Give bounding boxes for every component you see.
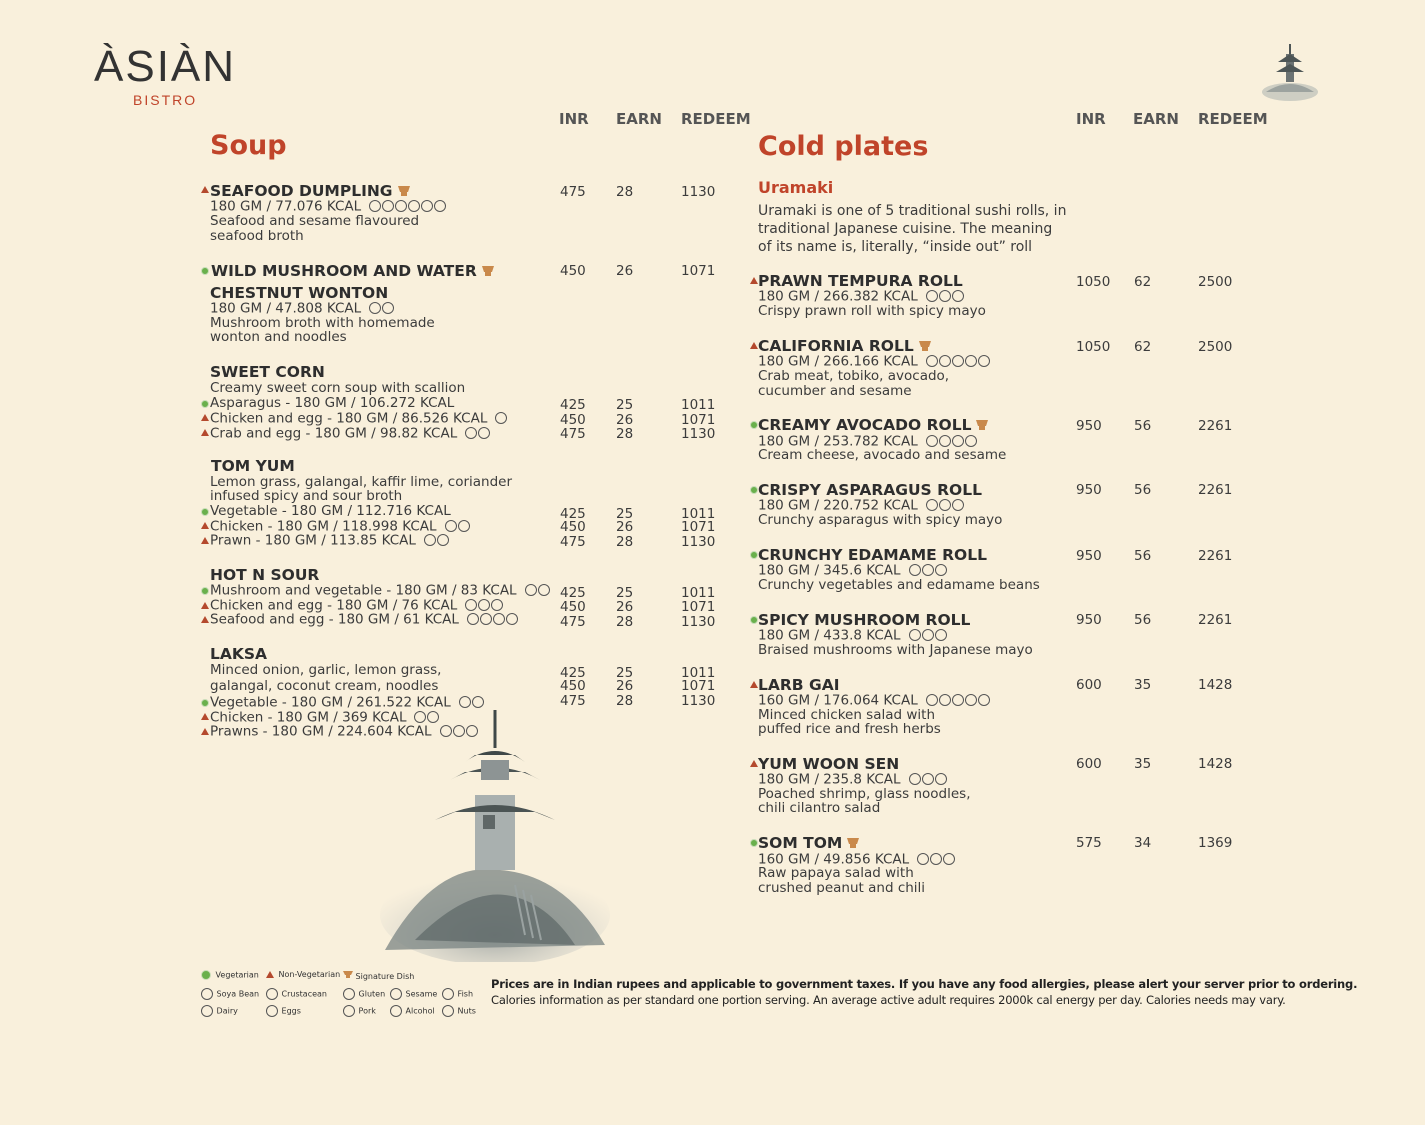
dish-name: SEAFOOD DUMPLING (210, 182, 411, 201)
dish-weight: 180 GM / 253.782 KCAL (758, 434, 978, 450)
price-inr: 475 (560, 426, 586, 442)
price-inr: 425 (560, 665, 586, 681)
allergen-icons (465, 598, 504, 613)
price-earn: 56 (1134, 612, 1152, 628)
signature-dish-icon (918, 338, 932, 356)
price-inr: 1050 (1076, 274, 1111, 290)
dish-weight: 160 GM / 49.856 KCAL (758, 852, 956, 868)
nonveg-icon (750, 681, 758, 688)
dish-desc: wonton and noodles (210, 329, 347, 345)
dish-desc: chili cilantro salad (758, 800, 881, 816)
price-redeem: 2500 (1198, 339, 1233, 355)
dish-variant: Chicken and egg - 180 GM / 86.526 KCAL (210, 411, 508, 427)
allergen-icons (926, 354, 991, 369)
dish-name-cont: CHESTNUT WONTON (210, 284, 389, 302)
alcohol-icon (390, 1005, 402, 1017)
legend-dairy: Dairy (201, 1005, 238, 1017)
allergen-icons (424, 533, 450, 548)
dish-variant: Vegetable - 180 GM / 112.716 KCAL (210, 503, 451, 519)
allergen-icons (926, 693, 991, 708)
dish-weight: 180 GM / 220.752 KCAL (758, 498, 965, 514)
dish-variant: Vegetable - 180 GM / 261.522 KCAL (210, 695, 485, 711)
dish-name: SPICY MUSHROOM ROLL (758, 611, 971, 629)
nonveg-icon (201, 522, 209, 529)
dish-desc: Crunchy vegetables and edamame beans (758, 577, 1040, 593)
price-earn: 28 (616, 614, 634, 630)
section-title-cold-plates: Cold plates (758, 131, 929, 162)
dish-variant: Crab and egg - 180 GM / 98.82 KCAL (210, 426, 491, 442)
price-redeem: 2261 (1198, 612, 1233, 628)
dish-desc: seafood broth (210, 228, 304, 244)
veg-icon (750, 551, 758, 559)
legend-nonveg: Non-Vegetarian (266, 970, 340, 979)
subsection-title-uramaki: Uramaki (758, 178, 834, 197)
section-intro: Uramaki is one of 5 traditional sushi rolls, in (758, 203, 1067, 219)
dish-desc: Seafood and sesame flavoured (210, 213, 420, 229)
price-earn: 62 (1134, 274, 1152, 290)
legend-eggs: Eggs (266, 1005, 301, 1017)
allergen-icons (369, 301, 395, 316)
nonveg-icon (201, 186, 209, 193)
pagoda-illustration-small (1258, 40, 1320, 105)
dish-desc: infused spicy and sour broth (210, 488, 403, 504)
gluten-icon (343, 988, 355, 1000)
dish-weight: 180 GM / 266.382 KCAL (758, 289, 965, 305)
legend-gluten: Gluten (343, 988, 385, 1000)
dish-desc: Creamy sweet corn soup with scallion (210, 380, 466, 396)
price-earn: 35 (1134, 756, 1152, 772)
calorie-note: Calories information as per standard one portion serving. An average active adult requires 2000k cal energy per day. Calories needs may vary. (491, 993, 1286, 1007)
dish-desc: galangal, coconut cream, noodles (210, 678, 439, 694)
nonveg-icon (201, 616, 209, 623)
price-inr: 1050 (1076, 339, 1111, 355)
price-redeem: 2261 (1198, 418, 1233, 434)
dish-name: SWEET CORN (210, 363, 325, 381)
nonveg-icon (750, 342, 758, 349)
veg-icon (750, 616, 758, 624)
dish-desc: Cream cheese, avocado and sesame (758, 447, 1007, 463)
dish-desc: Crab meat, tobiko, avocado, (758, 368, 950, 384)
price-earn: 62 (1134, 339, 1152, 355)
price-inr: 950 (1076, 418, 1102, 434)
price-redeem: 1428 (1198, 756, 1233, 772)
price-inr: 450 (560, 412, 586, 428)
price-inr: 475 (560, 534, 586, 550)
price-redeem: 1071 (681, 599, 716, 615)
veg-icon (750, 421, 758, 429)
dish-name: LARB GAI (758, 676, 840, 694)
allergen-icons (525, 583, 551, 598)
nuts-icon (442, 1005, 454, 1017)
veg-icon (750, 839, 758, 847)
legend-vegetarian: Vegetarian (201, 970, 259, 980)
price-earn: 25 (616, 397, 634, 413)
price-inr: 425 (560, 506, 586, 522)
signature-dish-icon (343, 972, 353, 981)
allergen-icons (909, 772, 948, 787)
dish-desc: Minced onion, garlic, lemon grass, (210, 662, 442, 678)
dish-weight: 180 GM / 47.808 KCAL (210, 301, 395, 317)
price-redeem: 1130 (681, 534, 716, 550)
signature-dish-icon (975, 417, 989, 435)
price-redeem: 2500 (1198, 274, 1233, 290)
dish-name: CREAMY AVOCADO ROLL (758, 416, 989, 435)
veg-icon (201, 267, 209, 275)
nonveg-icon (201, 429, 209, 436)
price-earn: 25 (616, 585, 634, 601)
legend-alcohol: Alcohol (390, 1005, 435, 1017)
price-earn: 35 (1134, 677, 1152, 693)
price-redeem: 1011 (681, 585, 716, 601)
dish-weight: 180 GM / 433.8 KCAL (758, 628, 948, 644)
price-redeem: 1130 (681, 614, 716, 630)
price-inr: 425 (560, 397, 586, 413)
price-inr: 450 (560, 599, 586, 615)
dish-variant: Chicken - 180 GM / 118.998 KCAL (210, 519, 471, 535)
allergen-icons (909, 563, 948, 578)
dairy-icon (201, 1005, 213, 1017)
header-earn: EARN (1133, 110, 1179, 128)
dish-desc: Poached shrimp, glass noodles, (758, 786, 971, 802)
allergen-icons (369, 199, 447, 214)
nonveg-icon (201, 602, 209, 609)
dish-desc: Minced chicken salad with (758, 707, 936, 723)
dish-variant: Mushroom and vegetable - 180 GM / 83 KCAL (210, 583, 551, 599)
header-earn: EARN (616, 110, 662, 128)
price-earn: 28 (616, 184, 634, 200)
dish-name: CRUNCHY EDAMAME ROLL (758, 546, 987, 564)
price-inr: 950 (1076, 612, 1102, 628)
nonveg-icon (201, 537, 209, 544)
allergen-icons (926, 289, 965, 304)
legend-soya: Soya Bean (201, 988, 259, 1000)
dish-weight: 180 GM / 235.8 KCAL (758, 772, 948, 788)
price-inr: 950 (1076, 482, 1102, 498)
brand-logo: ÀSIÀN (94, 42, 237, 91)
veg-icon (750, 486, 758, 494)
price-redeem: 2261 (1198, 482, 1233, 498)
signature-dish-icon (846, 835, 860, 853)
dish-name: HOT N SOUR (210, 566, 320, 584)
header-inr: INR (1076, 110, 1106, 128)
legend-crustacean: Crustacean (266, 988, 327, 1000)
dish-name: LAKSA (210, 645, 268, 663)
allergen-icons (926, 498, 965, 513)
pork-icon (343, 1005, 355, 1017)
dish-desc: Crispy prawn roll with spicy mayo (758, 303, 986, 319)
price-inr: 575 (1076, 835, 1102, 851)
header-redeem: REDEEM (1198, 110, 1268, 128)
veg-icon (201, 400, 209, 408)
legend-fish: Fish (442, 988, 473, 1000)
dish-variant: Chicken - 180 GM / 369 KCAL (210, 710, 440, 726)
header-redeem: REDEEM (681, 110, 751, 128)
veg-icon (201, 587, 209, 595)
price-redeem: 1011 (681, 665, 716, 681)
price-earn: 25 (616, 506, 634, 522)
dish-desc: cucumber and sesame (758, 383, 912, 399)
dish-desc: puffed rice and fresh herbs (758, 721, 941, 737)
dish-desc: crushed peanut and chili (758, 880, 926, 896)
price-earn: 28 (616, 534, 634, 550)
price-inr: 600 (1076, 677, 1102, 693)
nonveg-icon (750, 760, 758, 767)
dish-weight: 180 GM / 266.166 KCAL (758, 354, 991, 370)
price-earn: 26 (616, 678, 634, 694)
brand-sub: BISTRO (133, 92, 198, 108)
price-inr: 450 (560, 678, 586, 694)
price-earn: 25 (616, 665, 634, 681)
signature-dish-icon (481, 263, 495, 281)
price-redeem: 1130 (681, 426, 716, 442)
section-title-soup: Soup (210, 130, 287, 161)
allergen-icons (909, 628, 948, 643)
dish-name: PRAWN TEMPURA ROLL (758, 272, 963, 290)
allergen-icons (465, 426, 491, 441)
price-redeem: 1369 (1198, 835, 1233, 851)
price-inr: 950 (1076, 548, 1102, 564)
dish-variant: Seafood and egg - 180 GM / 61 KCAL (210, 612, 519, 628)
legend-signature: Signature Dish (343, 969, 414, 981)
dish-desc: Raw papaya salad with (758, 865, 914, 881)
dish-name: TOM YUM (211, 457, 295, 475)
price-inr: 475 (560, 693, 586, 709)
price-redeem: 1071 (681, 412, 716, 428)
section-intro: of its name is, literally, “inside out” roll (758, 239, 1033, 255)
nonveg-icon (201, 728, 209, 735)
price-earn: 28 (616, 426, 634, 442)
price-redeem: 1130 (681, 184, 716, 200)
price-inr: 475 (560, 184, 586, 200)
price-redeem: 1071 (681, 263, 716, 279)
price-redeem: 1130 (681, 693, 716, 709)
dish-name: SOM TOM (758, 834, 860, 853)
dish-desc: Mushroom broth with homemade (210, 315, 435, 331)
soya-bean-icon (201, 988, 213, 1000)
price-earn: 28 (616, 693, 634, 709)
dish-name: YUM WOON SEN (758, 755, 900, 773)
nonveg-icon (201, 713, 209, 720)
price-inr: 475 (560, 614, 586, 630)
crustacean-icon (266, 988, 278, 1000)
sesame-icon (390, 988, 402, 1000)
nonveg-icon (266, 971, 274, 978)
header-inr: INR (559, 110, 589, 128)
dish-variant: Prawn - 180 GM / 113.85 KCAL (210, 533, 450, 549)
price-redeem: 1428 (1198, 677, 1233, 693)
price-earn: 56 (1134, 482, 1152, 498)
section-intro: traditional Japanese cuisine. The meaning (758, 221, 1053, 237)
dish-variant: Prawns - 180 GM / 224.604 KCAL (210, 724, 479, 740)
dish-variant: Asparagus - 180 GM / 106.272 KCAL (210, 395, 455, 411)
dish-name: CRISPY ASPARAGUS ROLL (758, 481, 982, 499)
price-redeem: 1011 (681, 397, 716, 413)
dish-name: CALIFORNIA ROLL (758, 337, 932, 356)
dish-weight: 180 GM / 345.6 KCAL (758, 563, 948, 579)
dish-desc: Lemon grass, galangal, kaffir lime, coriander (210, 474, 513, 490)
nonveg-icon (750, 277, 758, 284)
price-earn: 26 (616, 263, 634, 279)
fish-icon (442, 988, 454, 1000)
price-inr: 450 (560, 263, 586, 279)
allergen-icons (467, 612, 519, 627)
signature-dish-icon (397, 183, 411, 201)
eggs-icon (266, 1005, 278, 1017)
veg-icon (201, 970, 211, 980)
allergen-icons (495, 411, 508, 426)
price-inr: 425 (560, 585, 586, 601)
price-earn: 26 (616, 599, 634, 615)
price-redeem: 2261 (1198, 548, 1233, 564)
dish-desc: Braised mushrooms with Japanese mayo (758, 642, 1033, 658)
price-earn: 26 (616, 519, 634, 535)
veg-icon (201, 699, 209, 707)
dish-weight: 180 GM / 77.076 KCAL (210, 199, 447, 215)
price-redeem: 1071 (681, 678, 716, 694)
legend-nuts: Nuts (442, 1005, 476, 1017)
price-inr: 600 (1076, 756, 1102, 772)
price-earn: 56 (1134, 418, 1152, 434)
dish-name: WILD MUSHROOM AND WATER (211, 262, 495, 281)
price-redeem: 1071 (681, 519, 716, 535)
price-earn: 26 (616, 412, 634, 428)
legend-sesame: Sesame (390, 988, 437, 1000)
price-earn: 56 (1134, 548, 1152, 564)
pagoda-illustration (375, 700, 615, 962)
veg-icon (201, 508, 209, 516)
price-redeem: 1011 (681, 506, 716, 522)
allergen-icons (917, 852, 956, 867)
dish-variant: Chicken and egg - 180 GM / 76 KCAL (210, 598, 504, 614)
dish-weight: 160 GM / 176.064 KCAL (758, 693, 991, 709)
allergen-icons (445, 519, 471, 534)
dish-desc: Crunchy asparagus with spicy mayo (758, 512, 1003, 528)
price-earn: 34 (1134, 835, 1152, 851)
nonveg-icon (201, 414, 209, 421)
price-inr: 450 (560, 519, 586, 535)
price-note: Prices are in Indian rupees and applicable to government taxes. If you have any food allergies, please alert your server prior to ordering. (491, 977, 1358, 991)
legend-pork: Pork (343, 1005, 376, 1017)
